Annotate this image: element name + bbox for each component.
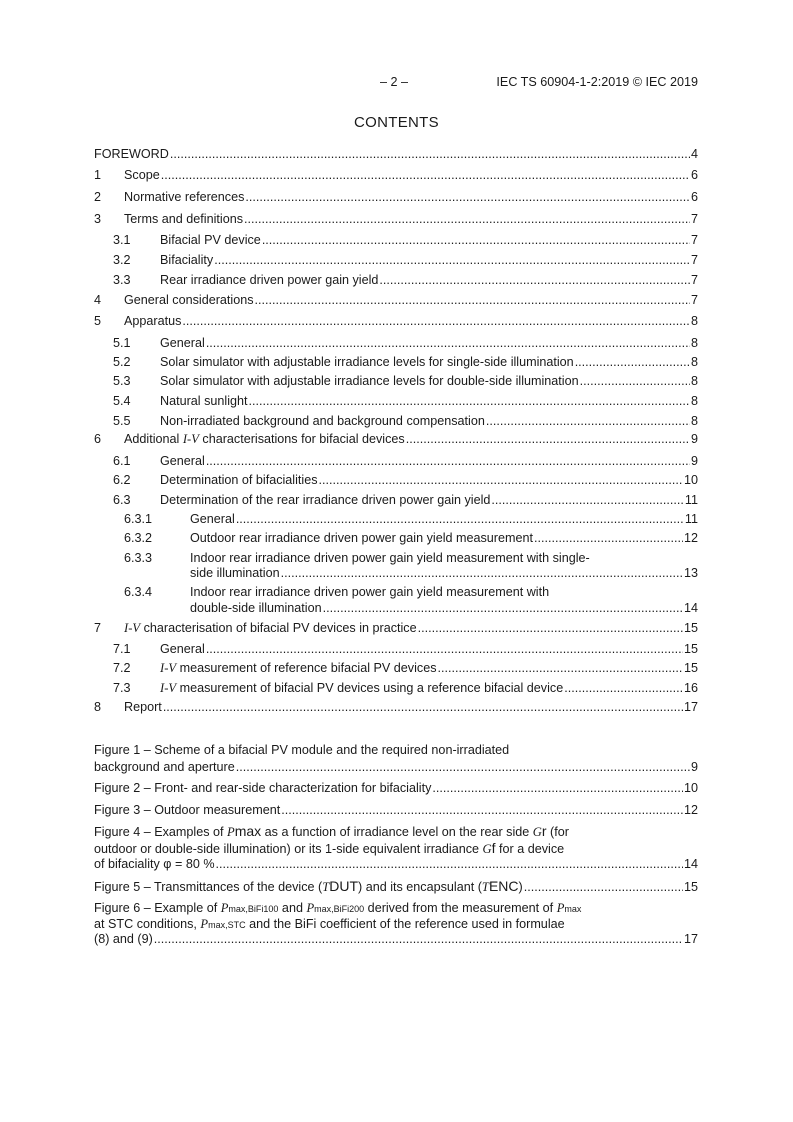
document-id: IEC TS 60904-1-2:2019 © IEC 2019 <box>496 75 698 89</box>
page-number: – 2 – <box>380 75 409 89</box>
table-of-contents: FOREWORD ..... 4 1 Scope ..... 6 2 Normative references ..... 6 3 Terms and definitions ..... 7 3.1 Bifacial PV device ..... 7 3.2 Bifaciality ..... 7 3.3 Rear irradiance driven power gain yield ..... 7 4 General considerations ..... 7 5 Apparatus ..... 8 5.1 General ..... 8 5.2 Solar simulator with adjustable irradiance levels for single-side illumination ..... 8 5.3 Solar simulator with adjustable irradiance levels for double-side illumination ..... 8 5.4 Natural sunlight ..... 8 5.5 Non-irradiated background and background compensation ..... 8 6 Additional I-V characterisations for bifacial devices ..... 9 6.1 General ..... 9 6.2 Determination of bifacialities ..... 10 6.3 Determination of the rear irradiance driven power gain yield ..... 11 6.3.1 General ..... 11 6.3.2 Outdoor rear irradiance driven power gain yield measurement ..... 12 6.3.3 Indoor rear irradiance driven power gain yield measurement with single- side illumination ..... 13 6.3.4 Indoor rear irradiance driven power gain yield measurement with double-side illumination ..... 14 7 I-V characterisation of bifacial PV devices in practice ..... 15 7.1 General ..... 15 7.2 I-V measurement of reference bifacial PV devices ..... 15 7.3 I-V measurement of bifacial PV devices using a reference bifacial device ..... 16 8 Report ..... 17 Figure 1 – Scheme of a bifacial PV module and the required non-irradiated background and aperture ..... 9 Figure 2 – Front- and rear-side characterization for bifaciality ..... 10 Figure 3 – Outdoor measurement ..... 12 Figure 4 – Examples of Pmax as a function of irradiance level on the rear side Gr (for outdoor or double-side illumination) or its 1-side equivalent irradiance Gf for a device of bifaciality φ = 80 % ..... 14 Figure 5 – Transmittances of the device (TDUT) and its encapsulant (TENC) ..... 15 Figure 6 – Example of Pmax,BiFi100 and Pmax,BiFi200 derived from the measurement of Pmax at STC conditions, Pmax,STC and the BiFi coefficient of the reference used in formulae (8) and (9) ..... 17 <box>0 0 793 1122</box>
page-title: CONTENTS <box>354 114 439 131</box>
